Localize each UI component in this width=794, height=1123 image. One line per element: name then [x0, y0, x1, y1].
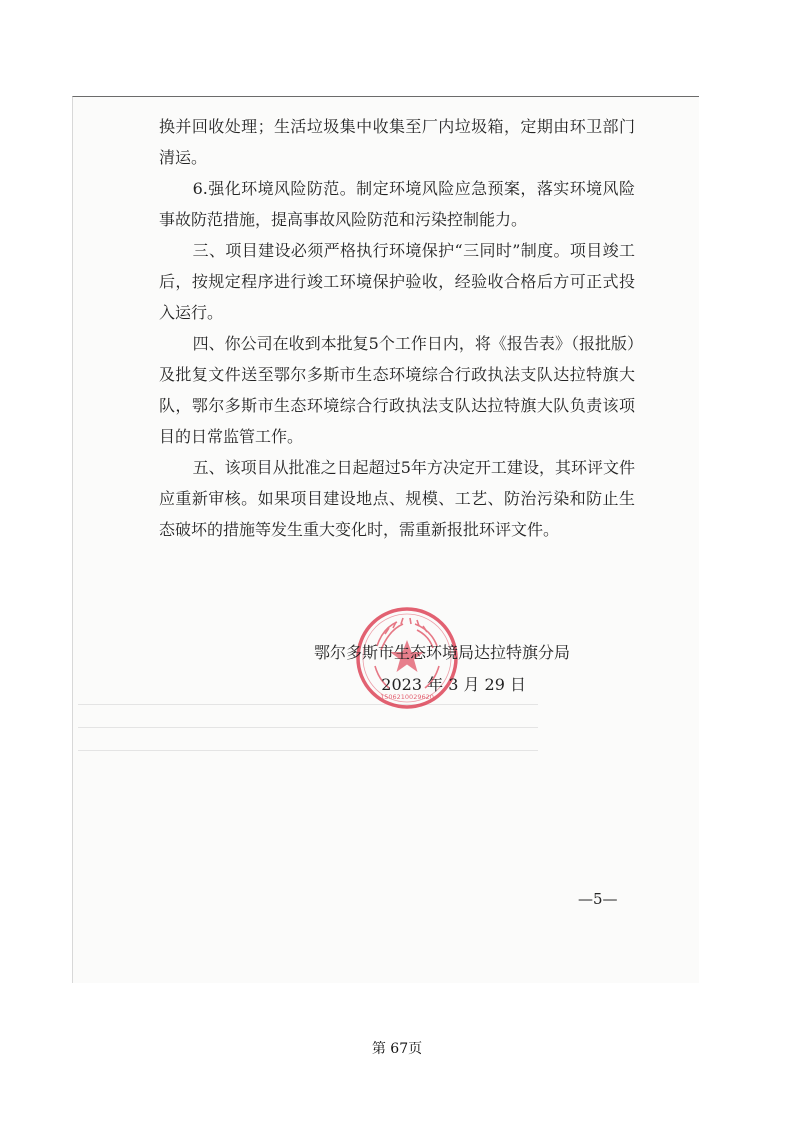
paragraph-5: 五、该项目从批准之日起超过5年方决定开工建设，其环评文件应重新审核。如果项目建设地点、规模、工艺、防治污染和防止生态破坏的措施等发生重大变化时，需重新报批环评文件。 — [159, 458, 635, 539]
signing-organization: 鄂尔多斯市生态环境局达拉特旗分局 — [313, 643, 570, 662]
paragraph-3: 三、项目建设必须严格执行环境保护“三同时”制度。项目竣工后，按规定程序进行竣工环境保护验收，经验收合格后方可正式投入运行。 — [159, 241, 635, 322]
pdf-page-footer: 第 67页 — [371, 1041, 423, 1057]
signing-date: 2023 年 3 月 29 日 — [381, 675, 526, 694]
document-page-number: —5— — [578, 890, 618, 908]
signature-block — [270, 639, 570, 699]
paragraph-1: 换并回收处理；生活垃圾集中收集至厂内垃圾箱，定期由环卫部门清运。 — [159, 117, 635, 167]
paragraph-2: 6.强化环境风险防范。制定环境风险应急预案，落实环境风险事故防范措施，提高事故风险防范和污染控制能力。 — [159, 179, 635, 229]
document-body — [159, 111, 635, 545]
seal-serial: 1506210029620 — [380, 693, 434, 701]
paragraph-4: 四、你公司在收到本批复5个工作日内，将《报告表》（报批版）及批复文件送至鄂尔多斯市生态环境综合行政执法支队达拉特旗大队，鄂尔多斯市生态环境综合行政执法支队达拉特旗大队负责该项目的日常监管工作。 — [159, 334, 635, 446]
